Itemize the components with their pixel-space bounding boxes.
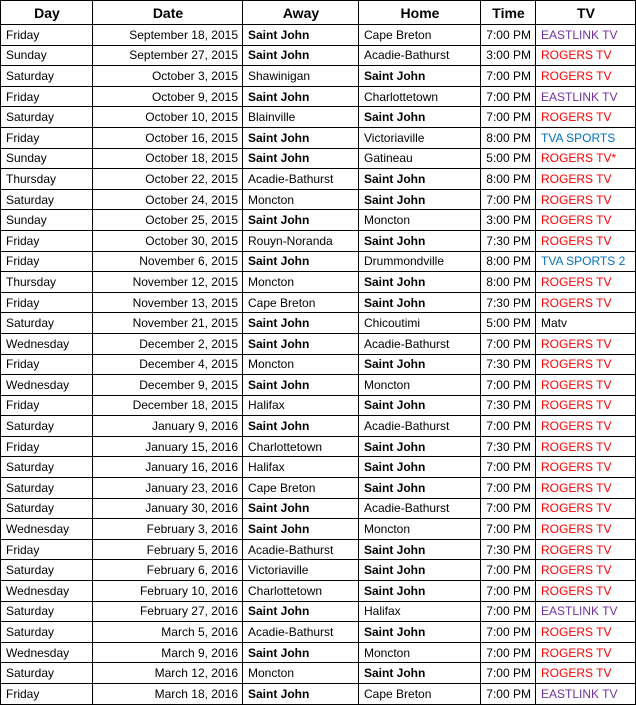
cell-time: 7:00 PM xyxy=(481,416,536,437)
cell-home-team: Saint John xyxy=(359,663,481,684)
cell-day: Wednesday xyxy=(1,642,93,663)
cell-date: March 12, 2016 xyxy=(93,663,243,684)
cell-date: January 9, 2016 xyxy=(93,416,243,437)
cell-away-team: Saint John xyxy=(243,45,359,66)
cell-away-team: Saint John xyxy=(243,498,359,519)
cell-day: Saturday xyxy=(1,601,93,622)
cell-time: 7:30 PM xyxy=(481,292,536,313)
cell-away-team: Rouyn-Noranda xyxy=(243,230,359,251)
table-row xyxy=(1,642,636,663)
cell-home-team: Saint John xyxy=(359,581,481,602)
cell-time: 7:00 PM xyxy=(481,107,536,128)
cell-date: November 12, 2015 xyxy=(93,272,243,293)
cell-time: 7:30 PM xyxy=(481,395,536,416)
table-row xyxy=(1,86,636,107)
table-row xyxy=(1,436,636,457)
schedule-body xyxy=(1,25,636,705)
cell-date: February 5, 2016 xyxy=(93,539,243,560)
cell-away-team: Saint John xyxy=(243,642,359,663)
column-header-day: Day xyxy=(1,1,93,25)
cell-time: 3:00 PM xyxy=(481,45,536,66)
column-header-away: Away xyxy=(243,1,359,25)
cell-tv-network: ROGERS TV xyxy=(536,395,636,416)
table-row xyxy=(1,539,636,560)
table-row xyxy=(1,395,636,416)
cell-tv-network: EASTLINK TV xyxy=(536,601,636,622)
cell-day: Friday xyxy=(1,354,93,375)
cell-away-team: Acadie-Bathurst xyxy=(243,539,359,560)
cell-home-team: Moncton xyxy=(359,375,481,396)
cell-home-team: Acadie-Bathurst xyxy=(359,416,481,437)
cell-date: March 5, 2016 xyxy=(93,622,243,643)
cell-time: 7:30 PM xyxy=(481,230,536,251)
cell-time: 7:30 PM xyxy=(481,354,536,375)
cell-tv-network: ROGERS TV xyxy=(536,230,636,251)
table-row xyxy=(1,107,636,128)
cell-day: Wednesday xyxy=(1,519,93,540)
cell-time: 7:00 PM xyxy=(481,375,536,396)
cell-day: Sunday xyxy=(1,45,93,66)
cell-date: October 10, 2015 xyxy=(93,107,243,128)
table-row xyxy=(1,519,636,540)
table-row xyxy=(1,25,636,46)
cell-tv-network: ROGERS TV xyxy=(536,189,636,210)
cell-day: Saturday xyxy=(1,663,93,684)
cell-home-team: Saint John xyxy=(359,457,481,478)
cell-home-team: Saint John xyxy=(359,395,481,416)
cell-day: Thursday xyxy=(1,272,93,293)
cell-time: 8:00 PM xyxy=(481,272,536,293)
cell-day: Friday xyxy=(1,127,93,148)
header-row xyxy=(1,1,636,25)
table-row xyxy=(1,684,636,705)
cell-away-team: Saint John xyxy=(243,25,359,46)
cell-tv-network: ROGERS TV xyxy=(536,436,636,457)
cell-home-team: Acadie-Bathurst xyxy=(359,498,481,519)
cell-day: Saturday xyxy=(1,189,93,210)
cell-tv-network: ROGERS TV xyxy=(536,478,636,499)
cell-tv-network: TVA SPORTS 2 xyxy=(536,251,636,272)
cell-tv-network: Matv xyxy=(536,313,636,334)
cell-day: Saturday xyxy=(1,457,93,478)
cell-date: October 30, 2015 xyxy=(93,230,243,251)
cell-time: 7:30 PM xyxy=(481,436,536,457)
cell-day: Saturday xyxy=(1,478,93,499)
cell-date: January 30, 2016 xyxy=(93,498,243,519)
cell-home-team: Saint John xyxy=(359,66,481,87)
cell-day: Saturday xyxy=(1,622,93,643)
cell-away-team: Saint John xyxy=(243,375,359,396)
cell-tv-network: ROGERS TV xyxy=(536,622,636,643)
cell-time: 7:00 PM xyxy=(481,663,536,684)
cell-tv-network: ROGERS TV xyxy=(536,457,636,478)
cell-away-team: Cape Breton xyxy=(243,292,359,313)
cell-date: February 3, 2016 xyxy=(93,519,243,540)
table-row xyxy=(1,416,636,437)
cell-tv-network: EASTLINK TV xyxy=(536,25,636,46)
table-row xyxy=(1,313,636,334)
cell-home-team: Saint John xyxy=(359,230,481,251)
cell-date: January 23, 2016 xyxy=(93,478,243,499)
cell-tv-network: ROGERS TV xyxy=(536,272,636,293)
cell-time: 7:00 PM xyxy=(481,478,536,499)
cell-day: Friday xyxy=(1,25,93,46)
cell-time: 5:00 PM xyxy=(481,148,536,169)
cell-away-team: Cape Breton xyxy=(243,478,359,499)
cell-home-team: Moncton xyxy=(359,642,481,663)
cell-time: 7:00 PM xyxy=(481,189,536,210)
cell-date: December 2, 2015 xyxy=(93,333,243,354)
cell-time: 7:00 PM xyxy=(481,622,536,643)
cell-tv-network: ROGERS TV xyxy=(536,581,636,602)
table-row xyxy=(1,251,636,272)
cell-tv-network: ROGERS TV xyxy=(536,107,636,128)
cell-time: 5:00 PM xyxy=(481,313,536,334)
cell-away-team: Moncton xyxy=(243,272,359,293)
table-row xyxy=(1,66,636,87)
cell-tv-network: ROGERS TV xyxy=(536,354,636,375)
cell-tv-network: ROGERS TV xyxy=(536,66,636,87)
cell-away-team: Moncton xyxy=(243,663,359,684)
cell-tv-network: ROGERS TV xyxy=(536,560,636,581)
cell-away-team: Saint John xyxy=(243,127,359,148)
column-header-date: Date xyxy=(93,1,243,25)
column-header-tv: TV xyxy=(536,1,636,25)
table-row xyxy=(1,127,636,148)
cell-date: November 21, 2015 xyxy=(93,313,243,334)
cell-date: December 18, 2015 xyxy=(93,395,243,416)
table-row xyxy=(1,457,636,478)
cell-time: 7:00 PM xyxy=(481,601,536,622)
cell-away-team: Saint John xyxy=(243,684,359,705)
cell-away-team: Acadie-Bathurst xyxy=(243,169,359,190)
cell-day: Friday xyxy=(1,86,93,107)
cell-time: 7:00 PM xyxy=(481,86,536,107)
cell-day: Wednesday xyxy=(1,333,93,354)
cell-home-team: Victoriaville xyxy=(359,127,481,148)
table-row xyxy=(1,663,636,684)
cell-day: Friday xyxy=(1,684,93,705)
cell-date: October 9, 2015 xyxy=(93,86,243,107)
cell-time: 7:00 PM xyxy=(481,333,536,354)
table-row xyxy=(1,622,636,643)
cell-away-team: Saint John xyxy=(243,333,359,354)
cell-home-team: Drummondville xyxy=(359,251,481,272)
cell-time: 7:30 PM xyxy=(481,539,536,560)
cell-date: March 18, 2016 xyxy=(93,684,243,705)
cell-time: 3:00 PM xyxy=(481,210,536,231)
cell-time: 8:00 PM xyxy=(481,251,536,272)
cell-time: 7:00 PM xyxy=(481,457,536,478)
cell-date: October 25, 2015 xyxy=(93,210,243,231)
table-row xyxy=(1,292,636,313)
cell-home-team: Saint John xyxy=(359,560,481,581)
cell-away-team: Blainville xyxy=(243,107,359,128)
cell-tv-network: EASTLINK TV xyxy=(536,86,636,107)
cell-date: February 27, 2016 xyxy=(93,601,243,622)
table-row xyxy=(1,189,636,210)
table-row xyxy=(1,230,636,251)
cell-date: October 18, 2015 xyxy=(93,148,243,169)
cell-date: October 3, 2015 xyxy=(93,66,243,87)
table-row xyxy=(1,45,636,66)
cell-time: 7:00 PM xyxy=(481,581,536,602)
column-header-home: Home xyxy=(359,1,481,25)
cell-away-team: Saint John xyxy=(243,519,359,540)
cell-time: 8:00 PM xyxy=(481,169,536,190)
cell-date: October 22, 2015 xyxy=(93,169,243,190)
cell-day: Friday xyxy=(1,436,93,457)
column-header-time: Time xyxy=(481,1,536,25)
cell-away-team: Saint John xyxy=(243,601,359,622)
cell-time: 7:00 PM xyxy=(481,66,536,87)
table-row xyxy=(1,601,636,622)
cell-day: Sunday xyxy=(1,210,93,231)
cell-time: 7:00 PM xyxy=(481,498,536,519)
table-row xyxy=(1,581,636,602)
cell-day: Saturday xyxy=(1,107,93,128)
cell-home-team: Saint John xyxy=(359,436,481,457)
cell-home-team: Saint John xyxy=(359,622,481,643)
cell-away-team: Halifax xyxy=(243,395,359,416)
cell-home-team: Chicoutimi xyxy=(359,313,481,334)
cell-home-team: Cape Breton xyxy=(359,684,481,705)
cell-away-team: Moncton xyxy=(243,189,359,210)
cell-date: September 18, 2015 xyxy=(93,25,243,46)
cell-home-team: Moncton xyxy=(359,210,481,231)
cell-date: December 4, 2015 xyxy=(93,354,243,375)
cell-date: November 6, 2015 xyxy=(93,251,243,272)
cell-home-team: Cape Breton xyxy=(359,25,481,46)
cell-time: 7:00 PM xyxy=(481,519,536,540)
cell-day: Friday xyxy=(1,251,93,272)
cell-home-team: Saint John xyxy=(359,292,481,313)
table-row xyxy=(1,498,636,519)
cell-date: March 9, 2016 xyxy=(93,642,243,663)
cell-away-team: Halifax xyxy=(243,457,359,478)
cell-day: Sunday xyxy=(1,148,93,169)
cell-tv-network: ROGERS TV xyxy=(536,333,636,354)
cell-tv-network: ROGERS TV xyxy=(536,375,636,396)
schedule-header xyxy=(1,1,636,25)
cell-home-team: Saint John xyxy=(359,169,481,190)
cell-tv-network: ROGERS TV xyxy=(536,169,636,190)
cell-home-team: Acadie-Bathurst xyxy=(359,333,481,354)
cell-day: Friday xyxy=(1,539,93,560)
cell-date: September 27, 2015 xyxy=(93,45,243,66)
cell-tv-network: ROGERS TV xyxy=(536,210,636,231)
cell-away-team: Charlottetown xyxy=(243,581,359,602)
cell-home-team: Saint John xyxy=(359,478,481,499)
cell-home-team: Halifax xyxy=(359,601,481,622)
cell-time: 7:00 PM xyxy=(481,642,536,663)
cell-date: February 6, 2016 xyxy=(93,560,243,581)
cell-away-team: Saint John xyxy=(243,416,359,437)
cell-away-team: Acadie-Bathurst xyxy=(243,622,359,643)
cell-tv-network: ROGERS TV xyxy=(536,45,636,66)
cell-away-team: Moncton xyxy=(243,354,359,375)
cell-date: November 13, 2015 xyxy=(93,292,243,313)
cell-day: Friday xyxy=(1,292,93,313)
cell-day: Saturday xyxy=(1,416,93,437)
cell-day: Friday xyxy=(1,395,93,416)
cell-away-team: Saint John xyxy=(243,313,359,334)
cell-tv-network: ROGERS TV* xyxy=(536,148,636,169)
cell-time: 7:00 PM xyxy=(481,684,536,705)
cell-tv-network: EASTLINK TV xyxy=(536,684,636,705)
cell-away-team: Saint John xyxy=(243,148,359,169)
cell-time: 7:00 PM xyxy=(481,25,536,46)
table-row xyxy=(1,478,636,499)
cell-home-team: Acadie-Bathurst xyxy=(359,45,481,66)
cell-day: Saturday xyxy=(1,66,93,87)
cell-away-team: Saint John xyxy=(243,86,359,107)
cell-day: Thursday xyxy=(1,169,93,190)
cell-date: January 16, 2016 xyxy=(93,457,243,478)
table-row xyxy=(1,169,636,190)
cell-date: December 9, 2015 xyxy=(93,375,243,396)
cell-tv-network: ROGERS TV xyxy=(536,642,636,663)
cell-time: 7:00 PM xyxy=(481,560,536,581)
cell-tv-network: ROGERS TV xyxy=(536,519,636,540)
table-row xyxy=(1,354,636,375)
cell-home-team: Saint John xyxy=(359,354,481,375)
cell-away-team: Charlottetown xyxy=(243,436,359,457)
cell-date: October 16, 2015 xyxy=(93,127,243,148)
cell-tv-network: ROGERS TV xyxy=(536,498,636,519)
cell-date: January 15, 2016 xyxy=(93,436,243,457)
cell-day: Wednesday xyxy=(1,581,93,602)
table-row xyxy=(1,333,636,354)
cell-away-team: Victoriaville xyxy=(243,560,359,581)
table-row xyxy=(1,272,636,293)
cell-date: February 10, 2016 xyxy=(93,581,243,602)
table-row xyxy=(1,210,636,231)
cell-away-team: Saint John xyxy=(243,251,359,272)
cell-home-team: Saint John xyxy=(359,539,481,560)
cell-day: Wednesday xyxy=(1,375,93,396)
cell-day: Saturday xyxy=(1,313,93,334)
cell-day: Saturday xyxy=(1,498,93,519)
cell-home-team: Saint John xyxy=(359,272,481,293)
cell-home-team: Charlottetown xyxy=(359,86,481,107)
cell-away-team: Saint John xyxy=(243,210,359,231)
cell-date: October 24, 2015 xyxy=(93,189,243,210)
cell-tv-network: ROGERS TV xyxy=(536,539,636,560)
cell-home-team: Saint John xyxy=(359,107,481,128)
cell-day: Saturday xyxy=(1,560,93,581)
cell-home-team: Gatineau xyxy=(359,148,481,169)
cell-day: Friday xyxy=(1,230,93,251)
cell-time: 8:00 PM xyxy=(481,127,536,148)
cell-tv-network: ROGERS TV xyxy=(536,663,636,684)
cell-tv-network: TVA SPORTS xyxy=(536,127,636,148)
cell-away-team: Shawinigan xyxy=(243,66,359,87)
cell-home-team: Saint John xyxy=(359,189,481,210)
table-row xyxy=(1,148,636,169)
table-row xyxy=(1,375,636,396)
cell-tv-network: ROGERS TV xyxy=(536,292,636,313)
cell-home-team: Moncton xyxy=(359,519,481,540)
cell-tv-network: ROGERS TV xyxy=(536,416,636,437)
table-row xyxy=(1,560,636,581)
